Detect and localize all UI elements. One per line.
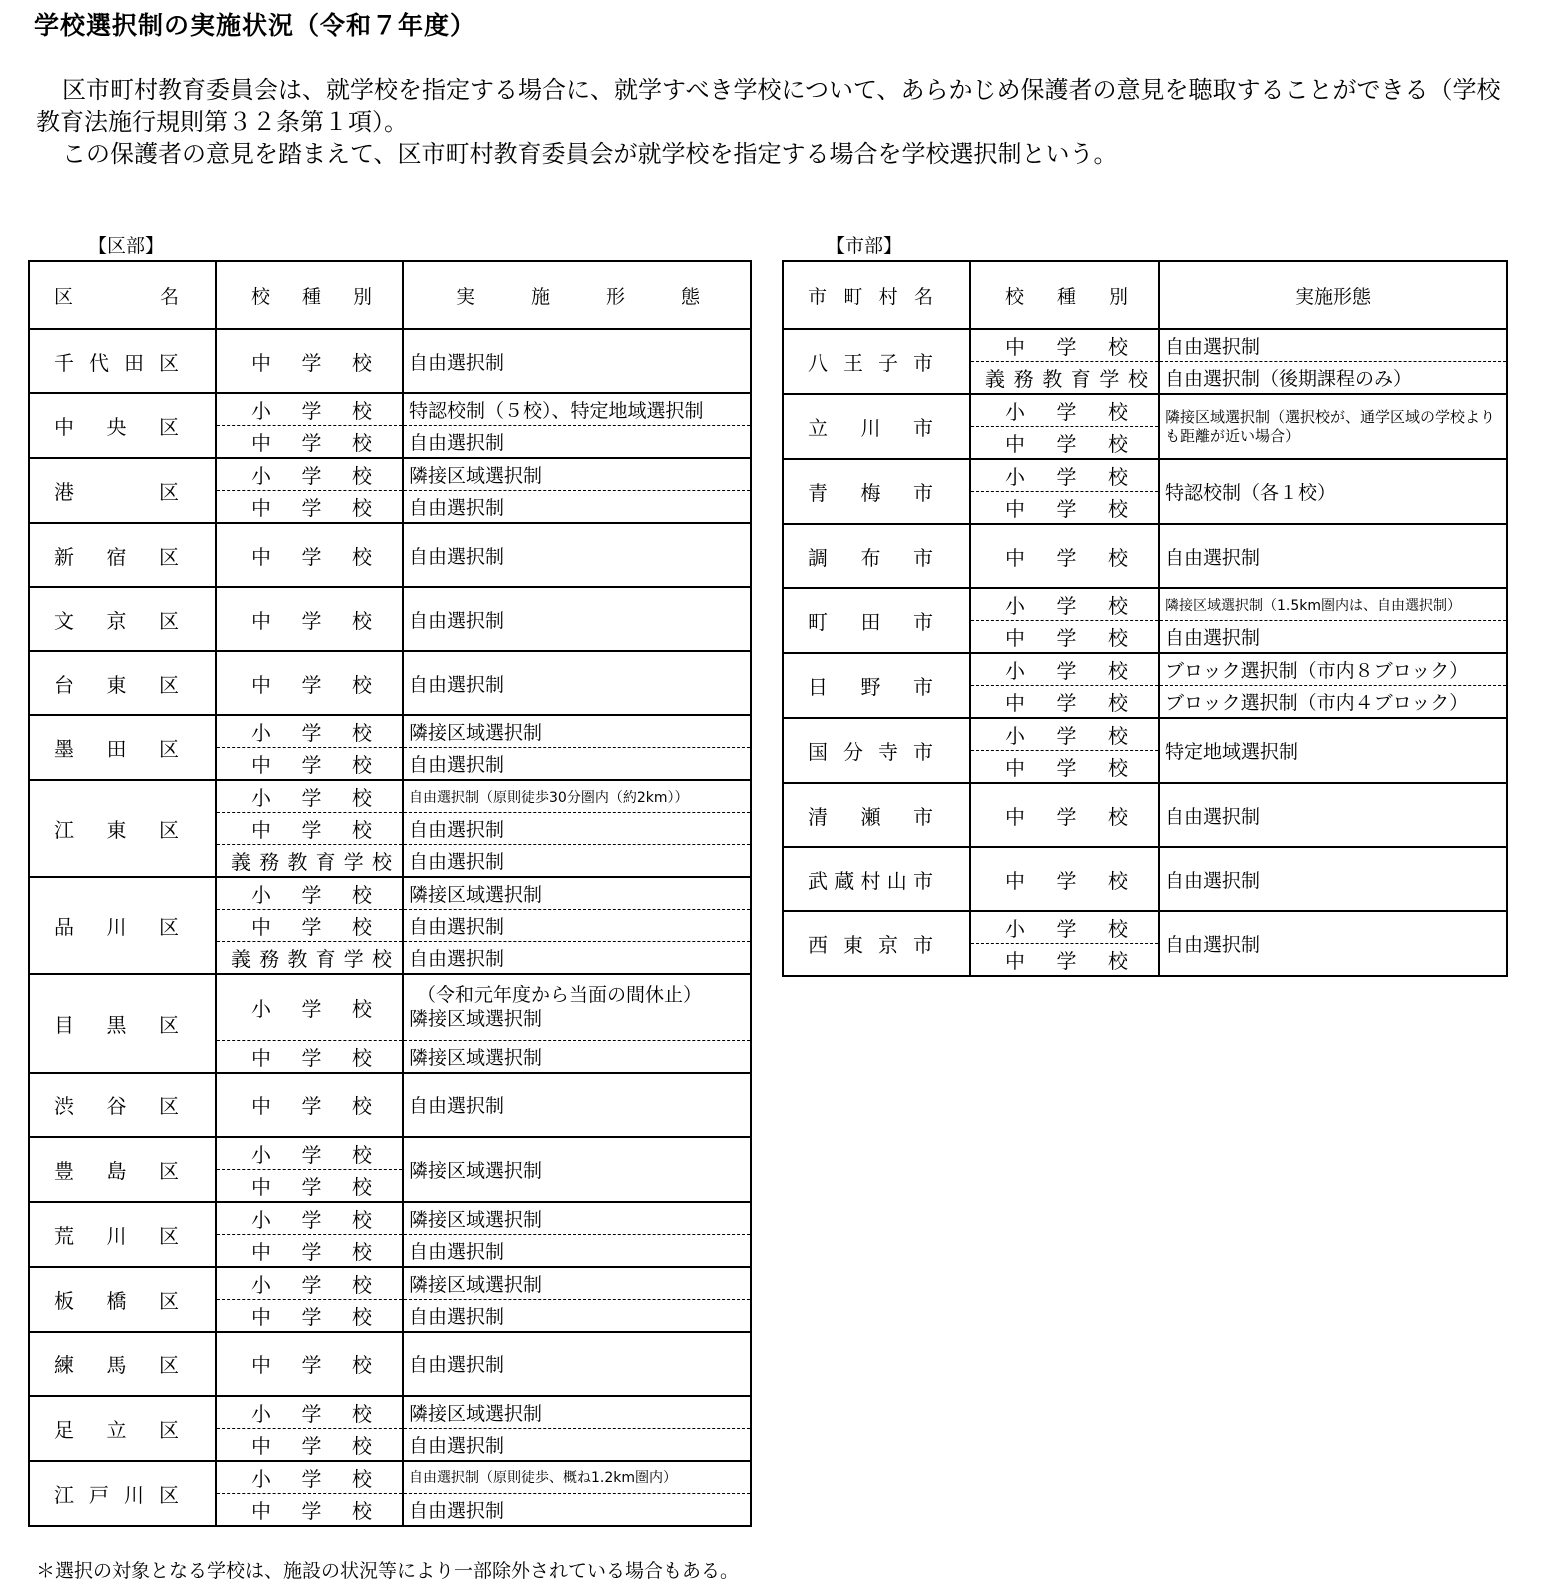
ku-kind-cell: 小学校	[216, 1202, 403, 1235]
ku-kind-cell: 小学校	[216, 1461, 403, 1494]
ku-form-cell: 自由選択制	[403, 587, 751, 651]
shi-name-cell: 青梅市	[783, 459, 970, 524]
ku-kind-cell: 中学校	[216, 910, 403, 942]
shi-header-form: 実施形態	[1159, 261, 1507, 329]
shi-name-cell: 立川市	[783, 394, 970, 459]
ku-header-row	[29, 261, 751, 329]
ku-kind-cell: 小学校	[216, 1137, 403, 1170]
shi-table-row	[783, 653, 1507, 686]
shi-kind-cell: 中学校	[970, 524, 1159, 588]
ku-kind-cell: 中学校	[216, 1299, 403, 1332]
ku-table-row	[29, 329, 751, 393]
shi-form-cell: 隣接区域選択制（選択校が、通学区域の学校よりも距離が近い場合）	[1159, 394, 1507, 459]
shi-kind-cell: 小学校	[970, 394, 1159, 427]
ku-kind-cell: 中学校	[216, 523, 403, 587]
shi-form-cell: 特定地域選択制	[1159, 718, 1507, 783]
ku-form-cell: 自由選択制	[403, 491, 751, 524]
shi-table-row	[783, 329, 1507, 362]
ku-form-cell: 隣接区域選択制	[403, 1040, 751, 1073]
shi-table-row	[783, 718, 1507, 751]
shi-form-cell: 自由選択制	[1159, 911, 1507, 976]
shi-name-cell: 国分寺市	[783, 718, 970, 783]
ku-table-row	[29, 974, 751, 1040]
ku-name-cell: 江東区	[29, 780, 216, 877]
ku-kind-cell: 中学校	[216, 813, 403, 845]
shi-name-cell: 町田市	[783, 588, 970, 653]
ku-name-cell: 荒川区	[29, 1202, 216, 1267]
ku-table-row	[29, 523, 751, 587]
ku-table-row	[29, 1267, 751, 1300]
shi-name-cell: 日野市	[783, 653, 970, 718]
ku-kind-cell: 中学校	[216, 491, 403, 524]
shi-table-row	[783, 394, 1507, 427]
ku-table-row	[29, 877, 751, 910]
ku-kind-cell: 中学校	[216, 1428, 403, 1461]
ku-table-row	[29, 1202, 751, 1235]
ku-name-cell: 文京区	[29, 587, 216, 651]
ku-form-cell: 自由選択制	[403, 523, 751, 587]
ku-form-cell: 特認校制（５校）、特定地域選択制	[403, 393, 751, 426]
footnote: ＊選択の対象となる学校は、施設の状況等により一部除外されている場合もある。	[36, 1560, 740, 1582]
shi-name-cell: 調布市	[783, 524, 970, 588]
ku-form-cell: 自由選択制	[403, 910, 751, 942]
shi-name-cell: 八王子市	[783, 329, 970, 394]
ku-form-cell: 隣接区域選択制	[403, 1137, 751, 1202]
ku-form-cell: 自由選択制	[403, 329, 751, 393]
ku-kind-cell: 義務教育学校	[216, 845, 403, 878]
ku-form-cell: 自由選択制	[403, 748, 751, 781]
ku-form-cell: 自由選択制	[403, 426, 751, 459]
shi-name-cell: 西東京市	[783, 911, 970, 976]
ku-table-row	[29, 587, 751, 651]
ku-form-cell: 自由選択制（原則徒歩、概ね1.2km圏内）	[403, 1461, 751, 1494]
shi-form-cell: 隣接区域選択制（1.5km圏内は、自由選択制）	[1159, 588, 1507, 621]
ku-kind-cell: 小学校	[216, 715, 403, 748]
shi-table-row	[783, 783, 1507, 847]
ku-table	[28, 260, 752, 1527]
ku-kind-cell: 小学校	[216, 877, 403, 910]
shi-table-row	[783, 588, 1507, 621]
shi-form-cell: 自由選択制	[1159, 524, 1507, 588]
ku-form-cell: 自由選択制	[403, 1332, 751, 1396]
ku-name-cell: 板橋区	[29, 1267, 216, 1332]
ku-form-cell: 自由選択制	[403, 942, 751, 975]
ku-form-cell: 自由選択制	[403, 1234, 751, 1267]
ku-form-text: 隣接区域選択制	[409, 1008, 543, 1031]
ku-kind-cell: 中学校	[216, 651, 403, 715]
ku-form-cell: 隣接区域選択制	[403, 458, 751, 491]
ku-table-row	[29, 1332, 751, 1396]
shi-form-cell: 自由選択制	[1159, 621, 1507, 654]
ku-name-cell: 台東区	[29, 651, 216, 715]
ku-table-row	[29, 1073, 751, 1137]
shi-table-row	[783, 459, 1507, 492]
ku-form-cell: 自由選択制	[403, 1493, 751, 1526]
ku-form-cell: 自由選択制	[403, 651, 751, 715]
ku-kind-cell: 中学校	[216, 1073, 403, 1137]
ku-kind-cell: 小学校	[216, 393, 403, 426]
intro-text	[36, 74, 1516, 170]
ku-table-row	[29, 715, 751, 748]
ku-kind-cell: 中学校	[216, 1493, 403, 1526]
page-title: 学校選択制の実施状況（令和７年度）	[34, 11, 477, 40]
shi-table-row	[783, 911, 1507, 944]
ku-table-row	[29, 1461, 751, 1494]
intro-paragraph-2: この保護者の意見を踏まえて、区市町村教育委員会が就学校を指定する場合を学校選択制という。	[62, 140, 1118, 168]
ku-name-cell: 港区	[29, 458, 216, 523]
shi-kind-cell: 中学校	[970, 686, 1159, 719]
shi-form-cell: 自由選択制	[1159, 783, 1507, 847]
ku-table-row	[29, 1137, 751, 1170]
shi-table-row	[783, 847, 1507, 911]
shi-header-name: 市町村名	[783, 261, 970, 329]
shi-form-cell: 特認校制（各１校）	[1159, 459, 1507, 524]
ku-kind-cell: 小学校	[216, 974, 403, 1040]
shi-form-cell: ブロック選択制（市内４ブロック）	[1159, 686, 1507, 719]
ku-kind-cell: 義務教育学校	[216, 942, 403, 975]
ku-section-label: 【区部】	[88, 235, 165, 257]
ku-kind-cell: 中学校	[216, 748, 403, 781]
shi-kind-cell: 中学校	[970, 751, 1159, 784]
shi-kind-cell: 義務教育学校	[970, 362, 1159, 395]
ku-kind-cell: 小学校	[216, 1267, 403, 1300]
shi-kind-cell: 中学校	[970, 621, 1159, 654]
ku-name-cell: 中央区	[29, 393, 216, 458]
shi-kind-cell: 中学校	[970, 944, 1159, 977]
ku-kind-cell: 小学校	[216, 1396, 403, 1429]
shi-header-row	[783, 261, 1507, 329]
shi-form-cell: ブロック選択制（市内８ブロック）	[1159, 653, 1507, 686]
ku-form-cell	[403, 974, 751, 1040]
shi-kind-cell: 中学校	[970, 847, 1159, 911]
shi-kind-cell: 中学校	[970, 783, 1159, 847]
intro-paragraph-1: 区市町村教育委員会は、就学校を指定する場合に、就学すべき学校について、あらかじめ保護者の意見を聴取することができる（学校教育法施行規則第３２条第１項）。	[36, 76, 1501, 136]
ku-header-kind: 校種別	[216, 261, 403, 329]
ku-form-cell: 隣接区域選択制	[403, 1396, 751, 1429]
shi-kind-cell: 中学校	[970, 492, 1159, 525]
ku-header-form: 実施形態	[403, 261, 751, 329]
ku-kind-cell: 中学校	[216, 1169, 403, 1202]
ku-name-cell: 新宿区	[29, 523, 216, 587]
shi-kind-cell: 小学校	[970, 911, 1159, 944]
shi-kind-cell: 小学校	[970, 588, 1159, 621]
ku-form-cell: 隣接区域選択制	[403, 1202, 751, 1235]
ku-form-cell: 自由選択制	[403, 1299, 751, 1332]
ku-table-row	[29, 651, 751, 715]
shi-form-cell: 自由選択制	[1159, 329, 1507, 362]
ku-kind-cell: 中学校	[216, 1040, 403, 1073]
ku-form-cell: 隣接区域選択制	[403, 877, 751, 910]
ku-kind-cell: 中学校	[216, 329, 403, 393]
shi-kind-cell: 中学校	[970, 329, 1159, 362]
shi-kind-cell: 中学校	[970, 427, 1159, 460]
ku-header-name: 区名	[29, 261, 216, 329]
ku-kind-cell: 中学校	[216, 1234, 403, 1267]
ku-table-row	[29, 458, 751, 491]
shi-section-label: 【市部】	[826, 235, 903, 257]
ku-name-cell: 江戸川区	[29, 1461, 216, 1526]
ku-kind-cell: 中学校	[216, 1332, 403, 1396]
shi-kind-cell: 小学校	[970, 718, 1159, 751]
ku-name-cell: 墨田区	[29, 715, 216, 780]
ku-kind-cell: 小学校	[216, 458, 403, 491]
shi-form-cell: 自由選択制（後期課程のみ）	[1159, 362, 1507, 395]
ku-kind-cell: 小学校	[216, 780, 403, 813]
ku-form-note: （令和元年度から当面の間休止）	[417, 984, 703, 1007]
ku-form-cell: 自由選択制	[403, 1073, 751, 1137]
ku-name-cell: 千代田区	[29, 329, 216, 393]
shi-header-kind: 校種別	[970, 261, 1159, 329]
ku-form-cell: 隣接区域選択制	[403, 1267, 751, 1300]
ku-form-cell: 自由選択制	[403, 813, 751, 845]
ku-form-cell: 隣接区域選択制	[403, 715, 751, 748]
shi-table	[782, 260, 1508, 977]
ku-table-row	[29, 1396, 751, 1429]
ku-name-cell: 渋谷区	[29, 1073, 216, 1137]
ku-form-cell: 自由選択制	[403, 1428, 751, 1461]
shi-name-cell: 清瀬市	[783, 783, 970, 847]
shi-name-cell: 武蔵村山市	[783, 847, 970, 911]
shi-kind-cell: 小学校	[970, 459, 1159, 492]
ku-name-cell: 品川区	[29, 877, 216, 974]
ku-kind-cell: 中学校	[216, 426, 403, 459]
ku-form-cell: 自由選択制（原則徒歩30分圏内（約2km））	[403, 780, 751, 813]
ku-name-cell: 豊島区	[29, 1137, 216, 1202]
shi-kind-cell: 小学校	[970, 653, 1159, 686]
shi-form-cell: 自由選択制	[1159, 847, 1507, 911]
ku-name-cell: 目黒区	[29, 974, 216, 1073]
ku-form-cell: 自由選択制	[403, 845, 751, 878]
shi-table-row	[783, 524, 1507, 588]
ku-table-row	[29, 393, 751, 426]
ku-kind-cell: 中学校	[216, 587, 403, 651]
ku-name-cell: 練馬区	[29, 1332, 216, 1396]
ku-name-cell: 足立区	[29, 1396, 216, 1461]
ku-table-row	[29, 780, 751, 813]
